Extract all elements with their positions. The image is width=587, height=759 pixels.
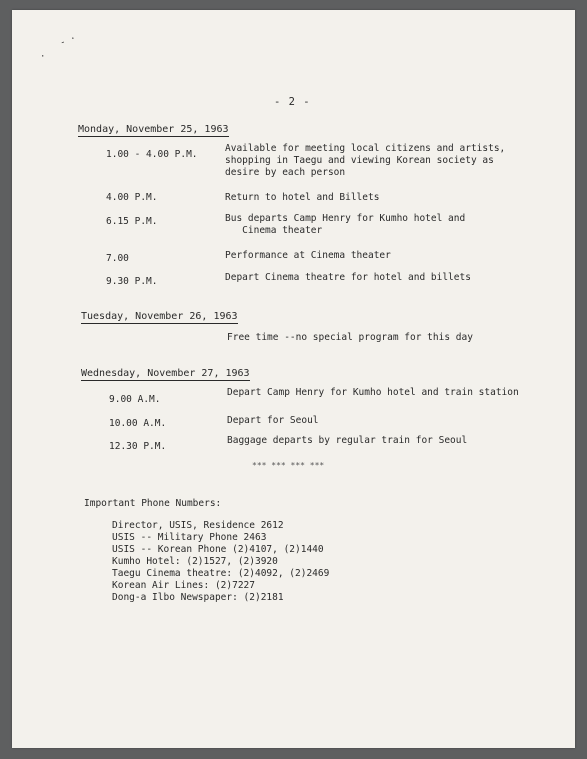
entry-event: Free time --no special program for this day bbox=[227, 332, 473, 343]
entry-time: 4.00 P.M. bbox=[106, 192, 158, 203]
entry-time: 6.15 P.M. bbox=[106, 216, 158, 227]
entry-time: 12.30 P.M. bbox=[109, 441, 167, 452]
document-page bbox=[12, 10, 575, 748]
entry-event: Depart for Seoul bbox=[227, 415, 319, 426]
pencil-mark: - · bbox=[58, 33, 78, 49]
phone-line: USIS -- Korean Phone (2)4107, (2)1440 bbox=[112, 544, 324, 555]
entry-time: 1.00 - 4.00 P.M. bbox=[106, 149, 198, 160]
phone-heading: Important Phone Numbers: bbox=[84, 498, 222, 509]
day-heading-tuesday: Tuesday, November 26, 1963 bbox=[81, 311, 238, 322]
entry-event: Depart Camp Henry for Kumho hotel and train station bbox=[227, 387, 519, 398]
day-heading-wednesday: Wednesday, November 27, 1963 bbox=[81, 368, 250, 379]
phone-line: Taegu Cinema theatre: (2)4092, (2)2469 bbox=[112, 568, 330, 579]
entry-time: 9.00 A.M. bbox=[109, 394, 161, 405]
phone-line: Dong-a Ilbo Newspaper: (2)2181 bbox=[112, 592, 284, 603]
entry-event: Available for meeting local citizens and artists, shopping in Taegu and viewing Korean society as desire by each person bbox=[225, 143, 506, 178]
phone-line: Kumho Hotel: (2)1527, (2)3920 bbox=[112, 556, 278, 567]
entry-event: Bus departs Camp Henry for Kumho hotel and Cinema theater bbox=[225, 213, 466, 236]
day-heading-monday: Monday, November 25, 1963 bbox=[78, 124, 229, 135]
separator-stars: *** *** *** *** bbox=[252, 461, 325, 470]
entry-event: Return to hotel and Billets bbox=[225, 192, 380, 203]
entry-time: 9.30 P.M. bbox=[106, 276, 158, 287]
phone-line: USIS -- Military Phone 2463 bbox=[112, 532, 267, 543]
pencil-dot: · bbox=[40, 52, 46, 62]
entry-time: 10.00 A.M. bbox=[109, 418, 167, 429]
phone-line: Korean Air Lines: (2)7227 bbox=[112, 580, 255, 591]
phone-line: Director, USIS, Residence 2612 bbox=[112, 520, 284, 531]
entry-event: Baggage departs by regular train for Seoul bbox=[227, 435, 468, 446]
entry-event: Performance at Cinema theater bbox=[225, 250, 391, 261]
entry-time: 7.00 bbox=[106, 253, 129, 264]
page-number: - 2 - bbox=[274, 96, 311, 108]
entry-event: Depart Cinema theatre for hotel and billets bbox=[225, 272, 471, 283]
